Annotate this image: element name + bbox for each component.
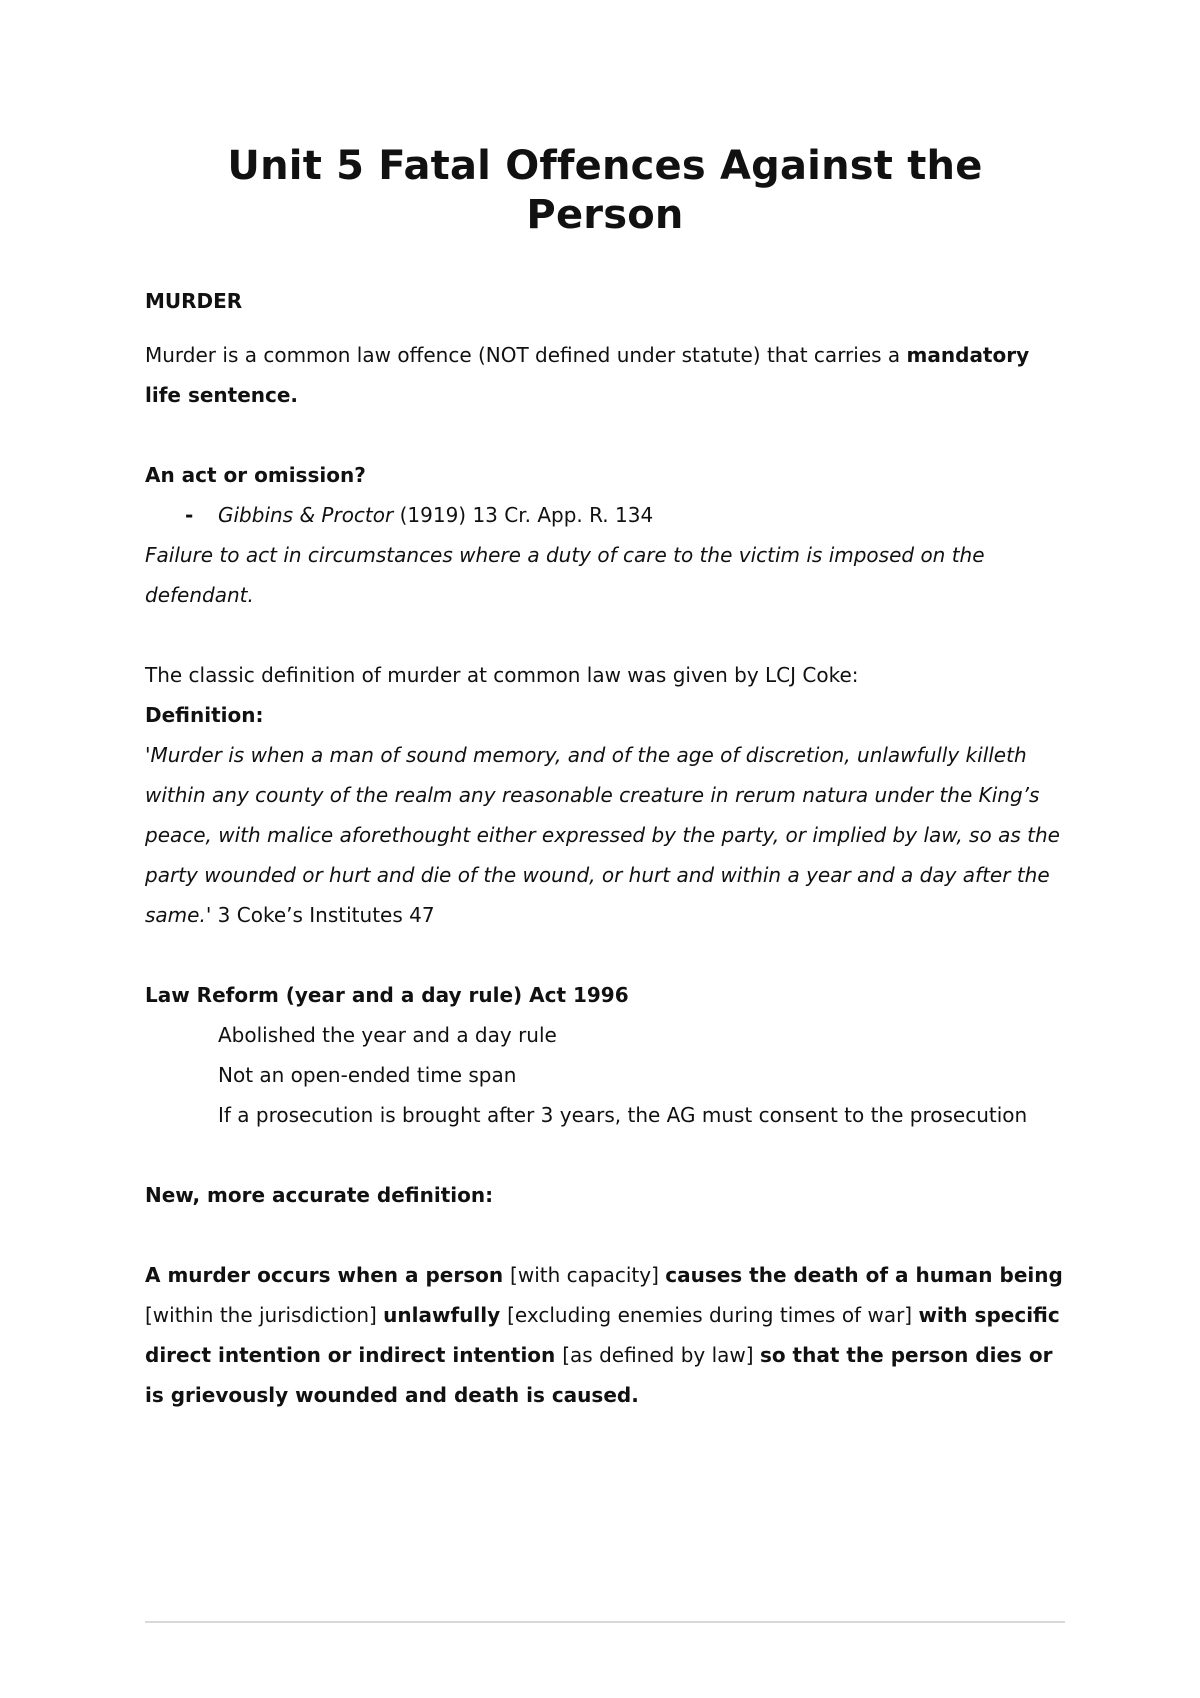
law-reform-point: If a prosecution is brought after 3 years, the AG must consent to the prosecution <box>218 1103 1028 1127</box>
new-def-segment: causes the death of a human being <box>665 1263 1063 1287</box>
omission-explanation: Failure to act in circumstances where a duty of care to the victim is imposed on the defendant. <box>145 543 985 607</box>
footer-divider <box>145 1621 1065 1623</box>
bullet-dash: - <box>185 503 194 527</box>
murder-intro-text: Murder is a common law offence (NOT defined under statute) that carries a <box>145 343 907 367</box>
new-definition-paragraph <box>145 1255 1065 1415</box>
law-reform-heading: Law Reform (year and a day rule) Act 1996 <box>145 983 629 1007</box>
case-citation: (1919) 13 Cr. App. R. 134 <box>393 503 654 527</box>
coke-quote-text: 'Murder is when a man of sound memory, and of the age of discretion, unlawfully killeth within any county of the realm any reasonable creature in rerum natura under the King’s peace, with malice aforethought either expressed by the party, or implied by law, so as the party wounded or hurt and die of the wound, or hurt and within a year and a day after the same.' <box>145 743 1060 927</box>
act-or-omission-heading: An act or omission? <box>145 463 366 487</box>
murder-heading: MURDER <box>145 289 243 313</box>
murder-intro-paragraph <box>145 335 1065 415</box>
new-def-segment: unlawfully <box>383 1303 508 1327</box>
law-reform-point: Abolished the year and a day rule <box>218 1023 557 1047</box>
new-def-bracket: [excluding enemies during times of war] <box>507 1303 919 1327</box>
new-def-segment: with specific direct intention or indirect intention <box>145 1303 1060 1367</box>
definition-label: Definition: <box>145 703 264 727</box>
case-name: Gibbins & Proctor <box>218 503 394 527</box>
case-bullet-item <box>145 495 1065 535</box>
new-def-segment: so that the person dies or is grievously wounded and death is caused. <box>145 1343 1053 1407</box>
new-def-segment: A murder occurs when a person <box>145 1263 511 1287</box>
document-title: Unit 5 Fatal Offences Against the Person <box>227 143 983 238</box>
new-def-bracket: [with capacity] <box>510 1263 666 1287</box>
new-definition-heading: New, more accurate definition: <box>145 1183 494 1207</box>
murder-intro-bold: mandatory life sentence. <box>145 343 1030 407</box>
classic-definition-lead: The classic definition of murder at common law was given by LCJ Coke: <box>145 663 859 687</box>
document-body <box>145 142 1065 1415</box>
coke-definition-quote <box>145 735 1065 935</box>
new-def-bracket: [within the jurisdiction] <box>145 1303 384 1327</box>
coke-quote-source: 3 Coke’s Institutes 47 <box>211 903 435 927</box>
new-def-bracket: [as defined by law] <box>562 1343 760 1367</box>
law-reform-point: Not an open-ended time span <box>218 1063 517 1087</box>
